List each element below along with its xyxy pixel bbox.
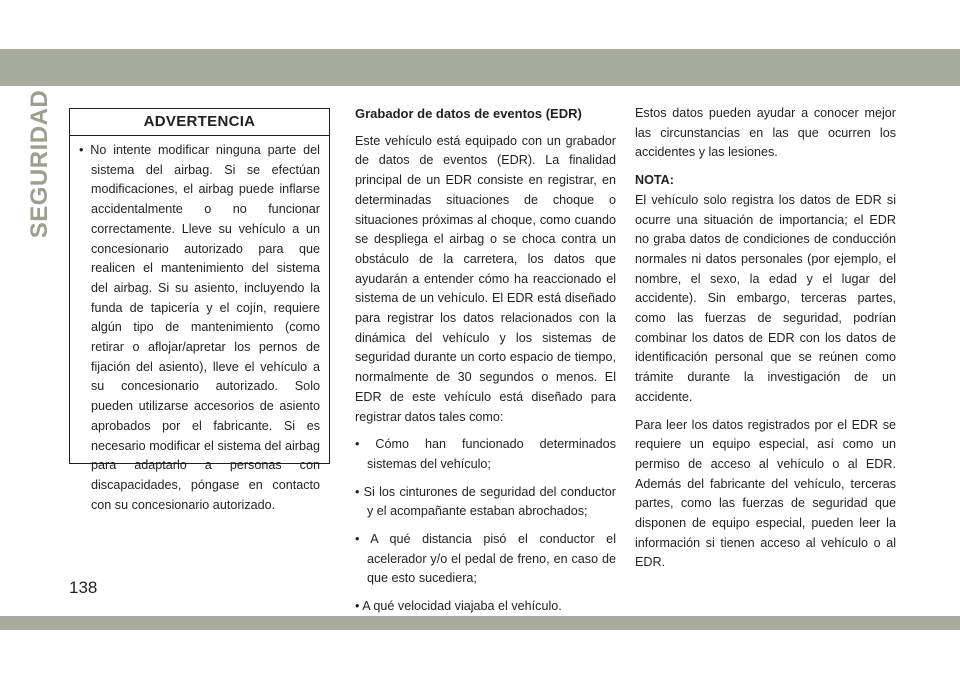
edr-data-list — [355, 435, 616, 617]
warning-body — [70, 136, 329, 515]
note-paragraph: El vehículo solo registra los datos de EDR si ocurre una situación de importancia; el EDR no graba datos de condiciones de conducción normales ni datos personales (por ejemplo, el nombre, el sexo, la edad y el lugar del accidente). Sin embargo, terceras partes, como las fuerzas de seguridad, podrían combinar los datos de EDR con los datos de identificación personal que se reúnen como trámite durante la investigación de un accidente. — [635, 192, 896, 404]
warning-title: ADVERTENCIA — [70, 109, 329, 136]
warning-bullet: • No intente modificar ninguna parte del sistema del airbag. Si se efectúan modificaciones, el airbag puede inflarse accidentalmente o no funcionar correctamente. Lleve su vehículo a un concesionario autorizado para que realicen el mantenimiento del sistema del airbag. Si su asiento, incluyendo la funda de tapicería y el cojín, requiere algún tipo de mantenimiento (como retirar o aflojar/apretar los pernos de fijación del asiento), lleve el vehículo a su concesionario autorizado. Solo pueden utilizarse accesorios de asiento aprobados por el fabricante. Si es necesario modificar el sistema del airbag para adaptarlo a personas con discapacidades, póngase en contacto con su concesionario autorizado. — [79, 143, 320, 512]
page-number: 138 — [69, 578, 98, 597]
list-item: • Si los cinturones de seguridad del conductor y el acompañante estaban abrochados; — [355, 483, 616, 522]
list-item: • A qué velocidad viajaba el vehículo. — [355, 597, 616, 617]
list-item: • Cómo han funcionado determinados sistemas del vehículo; — [355, 435, 616, 474]
paragraph-purpose: Estos datos pueden ayudar a conocer mejor las circunstancias en las que ocurren los accidentes y las lesiones. — [635, 106, 896, 160]
footer-margin — [0, 630, 960, 678]
header-band — [0, 49, 960, 86]
right-column — [635, 104, 896, 581]
section-heading: Grabador de datos de eventos (EDR) — [355, 106, 582, 121]
section-side-tab-label: SEGURIDAD — [26, 89, 53, 239]
middle-column — [355, 104, 616, 625]
paragraph-access: Para leer los datos registrados por el EDR se requiere un equipo especial, así como un permiso de acceso al vehículo o al EDR. Además del fabricante del vehículo, terceras partes, como las fuerzas de seguridad que disponen de equipo especial, pueden leer la información si tienen acceso al vehículo o al EDR. — [635, 417, 896, 570]
list-item: • A qué distancia pisó el conductor el acelerador y/o el pedal de freno, en caso de que esto sucediera; — [355, 530, 616, 589]
section-side-tab — [25, 89, 55, 239]
warning-box — [69, 108, 330, 512]
footer-band — [0, 616, 960, 630]
edr-intro-paragraph: Este vehículo está equipado con un grabador de datos de eventos (EDR). La finalidad principal de un EDR consiste en registrar, en determinadas situaciones de choque o situaciones próximas al choque, como cuando se despliega el airbag o se choca contra un obstáculo de la carretera, los datos que ayudarán a entender cómo ha reaccionado el sistema de un vehículo. El EDR está diseñado para registrar los datos relacionados con la dinámica del vehículo y los sistemas de seguridad durante un corto espacio de tiempo, normalmente de 30 segundos o menos. El EDR de este vehículo está diseñado para registrar datos tales como: — [355, 133, 616, 424]
note-label: NOTA: — [635, 173, 674, 188]
